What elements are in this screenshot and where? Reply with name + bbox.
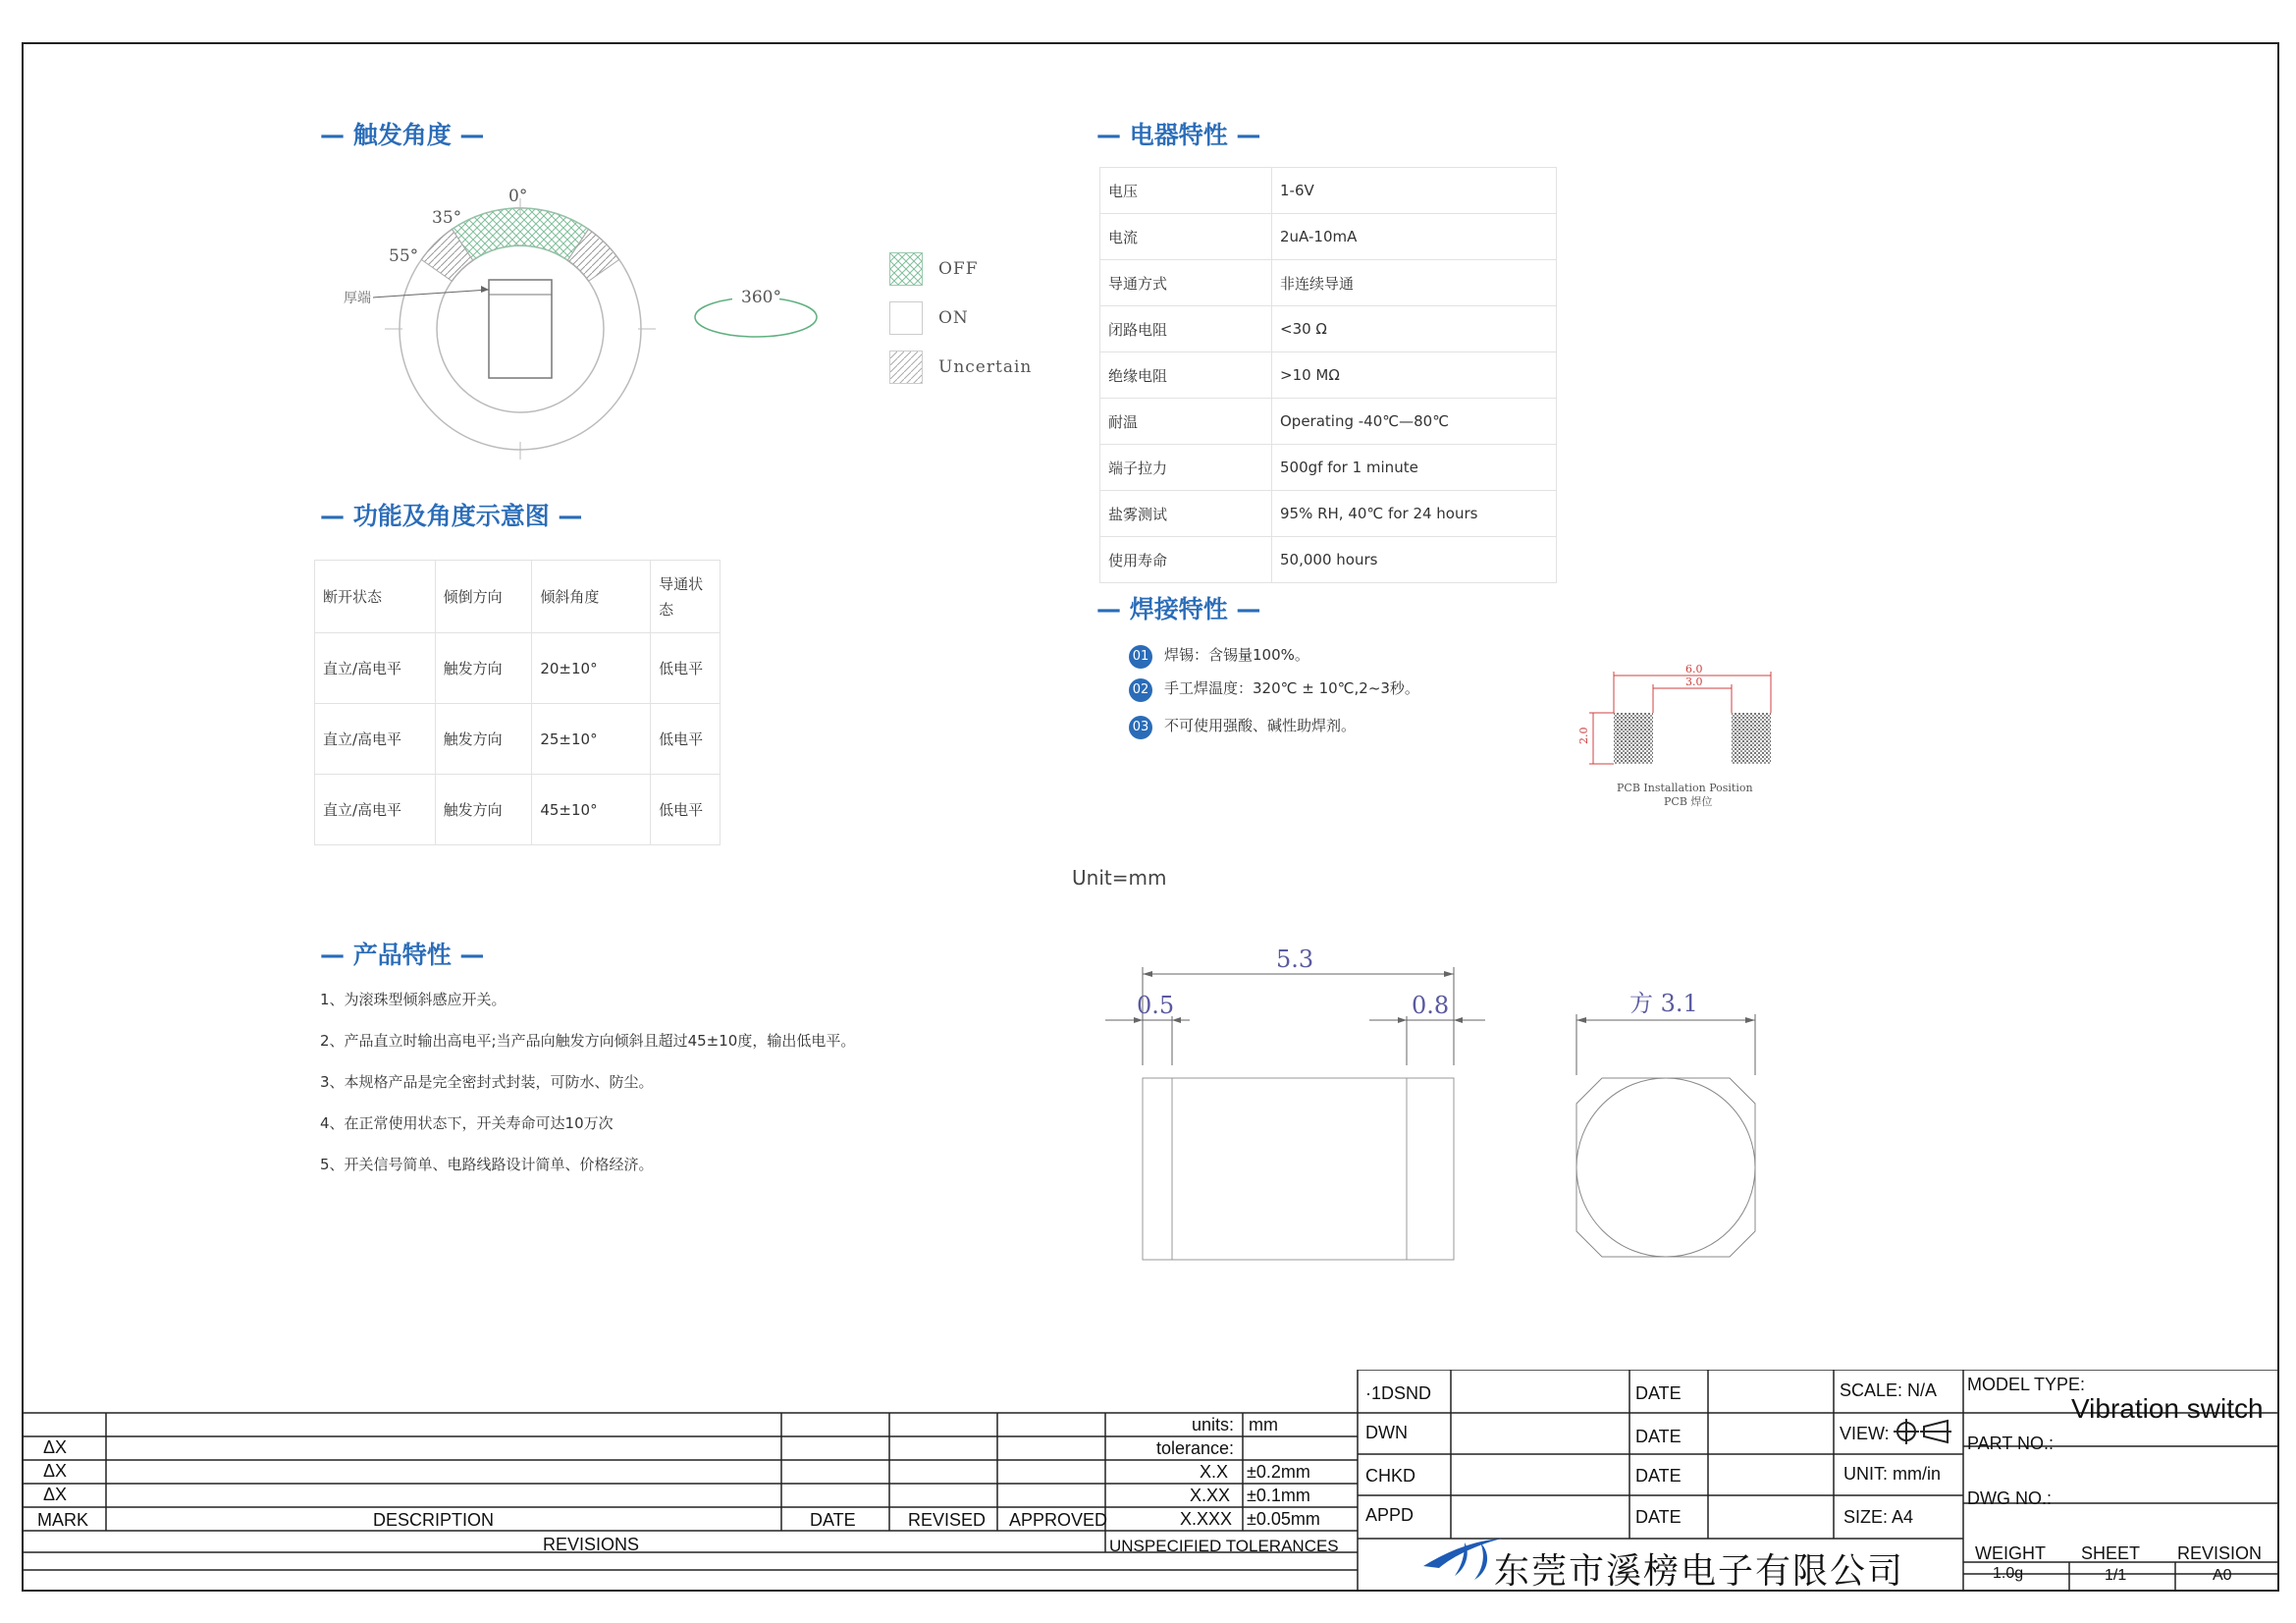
dim-length: 5.3 — [1276, 946, 1314, 973]
revision-mark-2: ΔX — [43, 1461, 68, 1481]
angle-55-label: 55° — [389, 246, 419, 266]
view-symbol — [1894, 1419, 1951, 1444]
tolerance-key-3: X.XXX — [1180, 1509, 1233, 1529]
model-type-value: Vibration switch — [2071, 1393, 2264, 1424]
section-product: — 产品特性 — — [320, 941, 485, 969]
weight-value: 1.0g — [1993, 1565, 2024, 1582]
electrical-row — [1100, 352, 1557, 399]
tolerance-key-1: X.X — [1200, 1462, 1229, 1482]
pcb-width-outer: 6.0 — [1685, 663, 1703, 676]
section-function-angle: — 功能及角度示意图 — — [320, 502, 583, 530]
size-info: SIZE: A4 — [1843, 1507, 1914, 1527]
electrical-value: 95% RH, 40℃ for 24 hours — [1272, 491, 1557, 537]
legend-off-swatch — [889, 252, 923, 286]
sign-dwn: DWN — [1365, 1423, 1408, 1442]
function-header-cell: 倾斜角度 — [532, 561, 651, 633]
legend-on-swatch — [889, 301, 923, 335]
angle-0-label: 0° — [508, 187, 528, 206]
function-cell: 触发方向 — [435, 633, 532, 704]
electrical-value: 2uA-10mA — [1272, 214, 1557, 260]
electrical-row — [1100, 306, 1557, 352]
approved-header: APPROVED — [1009, 1510, 1108, 1530]
function-cell: 低电平 — [651, 775, 721, 845]
sign-date-3: DATE — [1635, 1466, 1682, 1486]
product-item-1: 1、为滚珠型倾斜感应开关。 — [320, 991, 507, 1008]
function-row — [315, 775, 721, 845]
function-cell: 直立/高电平 — [315, 633, 436, 704]
revision-label: REVISION — [2177, 1543, 2263, 1563]
pcb-caption-cn: PCB 焊位 — [1664, 795, 1713, 808]
revisions-label: REVISIONS — [543, 1535, 640, 1554]
electrical-row — [1100, 168, 1557, 214]
revision-value: A0 — [2213, 1567, 2232, 1584]
date-header: DATE — [810, 1510, 856, 1530]
pcb-width-inner: 3.0 — [1685, 676, 1703, 688]
electrical-value: 500gf for 1 minute — [1272, 445, 1557, 491]
function-cell: 低电平 — [651, 633, 721, 704]
thick-end-label: 厚端 — [344, 291, 371, 306]
pcb-height: 2.0 — [1577, 727, 1590, 744]
sign-date-1: DATE — [1635, 1383, 1682, 1403]
tolerance-value-1: ±0.2mm — [1247, 1462, 1310, 1482]
electrical-row — [1100, 214, 1557, 260]
tolerance-value-3: ±0.05mm — [1247, 1509, 1320, 1529]
electrical-key: 导通方式 — [1100, 260, 1272, 306]
electrical-row — [1100, 260, 1557, 306]
electrical-row — [1100, 399, 1557, 445]
dwg-no-label: DWG NO.: — [1967, 1488, 2052, 1508]
units-value: mm — [1249, 1415, 1278, 1434]
function-cell: 低电平 — [651, 704, 721, 775]
electrical-value: 1-6V — [1272, 168, 1557, 214]
revision-mark-1: ΔX — [43, 1437, 68, 1457]
solder-badge: 03 — [1129, 716, 1152, 739]
electrical-key: 使用寿命 — [1100, 537, 1272, 583]
function-row — [315, 704, 721, 775]
weight-label: WEIGHT — [1975, 1543, 2046, 1563]
solder-item-2: 02 手工焊温度：320℃ ± 10℃,2~3秒。 — [1129, 677, 1419, 702]
view-info: VIEW: — [1840, 1424, 1890, 1443]
unit-info: UNIT: mm/in — [1843, 1464, 1941, 1484]
sign-appd: APPD — [1365, 1505, 1415, 1525]
tolerance-key-2: X.XX — [1190, 1486, 1231, 1505]
company-logo — [1423, 1539, 1502, 1580]
function-header-cell: 导通状态 — [651, 561, 721, 633]
sheet-label: SHEET — [2081, 1543, 2141, 1563]
company-name: 东莞市溪榜电子有限公司 — [1494, 1551, 1905, 1592]
scale-info: SCALE: N/A — [1840, 1380, 1938, 1400]
product-item-5: 5、开关信号简单、电路线路设计简单、价格经济。 — [320, 1156, 654, 1173]
solder-item-1: 01 焊锡：含锡量100%。 — [1129, 644, 1309, 669]
title-block-grid — [22, 1370, 2279, 1592]
function-cell: 触发方向 — [435, 704, 532, 775]
electrical-row — [1100, 537, 1557, 583]
function-cell: 25±10° — [532, 704, 651, 775]
solder-item-3: 03 不可使用强酸、碱性助焊剂。 — [1129, 715, 1356, 739]
product-item-4: 4、在正常使用状态下，开关寿命可达10万次 — [320, 1114, 614, 1132]
electrical-key: 闭路电阻 — [1100, 306, 1272, 352]
side-view-drawing — [1099, 938, 1502, 1271]
function-row — [315, 633, 721, 704]
dim-square: 方 3.1 — [1629, 990, 1698, 1017]
function-header-cell: 断开状态 — [315, 561, 436, 633]
solder-badge: 01 — [1129, 645, 1152, 669]
legend-off-label: OFF — [938, 259, 979, 279]
pcb-caption-en: PCB Installation Position — [1617, 782, 1753, 794]
function-header-cell: 倾倒方向 — [435, 561, 532, 633]
tolerance-value-2: ±0.1mm — [1247, 1486, 1310, 1505]
electrical-row — [1100, 445, 1557, 491]
description-header: DESCRIPTION — [373, 1510, 495, 1530]
dim-left-end: 0.5 — [1137, 992, 1175, 1019]
end-view-drawing — [1561, 977, 1777, 1271]
electrical-value: Operating -40℃—80℃ — [1272, 399, 1557, 445]
angle-35-label: 35° — [432, 208, 462, 228]
tolerance-label: tolerance: — [1156, 1438, 1235, 1458]
electrical-value: >10 MΩ — [1272, 352, 1557, 399]
electrical-row — [1100, 491, 1557, 537]
model-type-label: MODEL TYPE: — [1967, 1375, 2086, 1394]
electrical-table — [1099, 167, 1557, 583]
product-item-3: 3、本规格产品是完全密封式封装，可防水、防尘。 — [320, 1073, 654, 1091]
revised-header: REVISED — [908, 1510, 987, 1530]
electrical-key: 电流 — [1100, 214, 1272, 260]
sheet-value: 1/1 — [2105, 1567, 2127, 1584]
solder-badge: 02 — [1129, 678, 1152, 702]
electrical-key: 端子拉力 — [1100, 445, 1272, 491]
sign-date-4: DATE — [1635, 1507, 1682, 1527]
electrical-value: 50,000 hours — [1272, 537, 1557, 583]
mark-header: MARK — [37, 1510, 89, 1530]
unspecified-tolerances-label: UNSPECIFIED TOLERANCES — [1109, 1537, 1339, 1555]
revision-mark-3: ΔX — [43, 1485, 68, 1504]
electrical-key: 电压 — [1100, 168, 1272, 214]
section-trigger-angle: — 触发角度 — — [320, 121, 485, 149]
units-label: units: — [1192, 1415, 1235, 1434]
angle-360-label: 360° — [741, 288, 781, 307]
function-cell: 触发方向 — [435, 775, 532, 845]
electrical-value: <30 Ω — [1272, 306, 1557, 352]
function-cell: 45±10° — [532, 775, 651, 845]
trigger-angle-diagram — [324, 177, 854, 471]
sign-chkd: CHKD — [1365, 1466, 1416, 1486]
function-cell: 直立/高电平 — [315, 704, 436, 775]
section-electrical: — 电器特性 — — [1096, 121, 1261, 149]
product-item-2: 2、产品直立时输出高电平;当产品向触发方向倾斜且超过45±10度，输出低电平。 — [320, 1032, 856, 1050]
electrical-key: 绝缘电阻 — [1100, 352, 1272, 399]
function-header-row — [315, 561, 721, 633]
function-table — [314, 560, 721, 845]
legend-uncertain-label: Uncertain — [938, 357, 1033, 377]
sign-1dsnd: ·1DSND — [1365, 1383, 1432, 1403]
legend-uncertain-swatch — [889, 351, 923, 384]
legend-on-label: ON — [938, 308, 969, 328]
function-cell: 20±10° — [532, 633, 651, 704]
dim-right-end: 0.8 — [1412, 992, 1450, 1019]
electrical-value: 非连续导通 — [1272, 260, 1557, 306]
function-cell: 直立/高电平 — [315, 775, 436, 845]
section-soldering: — 焊接特性 — — [1096, 595, 1261, 623]
electrical-key: 盐雾测试 — [1100, 491, 1272, 537]
electrical-key: 耐温 — [1100, 399, 1272, 445]
pcb-footprint-drawing — [1566, 658, 1801, 815]
sign-date-2: DATE — [1635, 1427, 1682, 1446]
unit-note: Unit=mm — [1072, 866, 1167, 890]
part-no-label: PART NO.: — [1967, 1434, 2055, 1453]
